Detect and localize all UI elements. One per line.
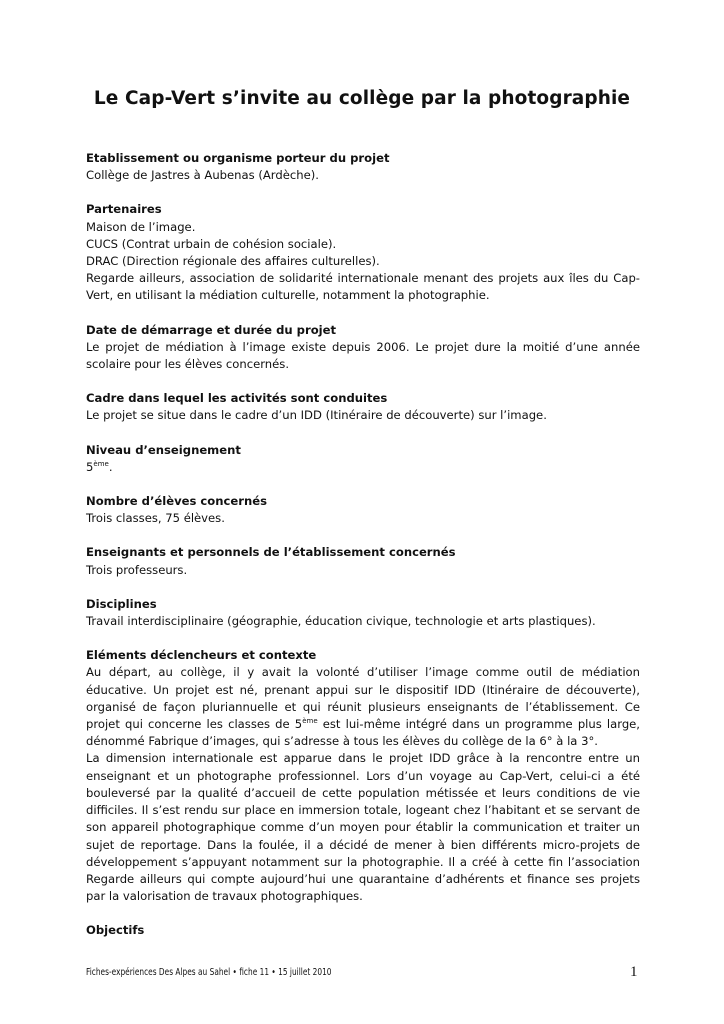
section-niveau [86, 442, 640, 476]
section-enseignants [86, 544, 640, 578]
section-cadre [86, 390, 640, 424]
section-heading: Objectifs [86, 923, 145, 938]
partner-line: CUCS (Contrat urbain de cohésion sociale). [86, 236, 337, 251]
section-eleves [86, 493, 640, 527]
section-heading: Date de démarrage et durée du projet [86, 322, 337, 337]
section-partenaires [86, 201, 640, 304]
section-heading: Niveau d’enseignement [86, 442, 241, 457]
context-paragraph: La dimension internationale est apparue dans le projet IDD grâce à la rencontre entre un enseignant et un photographe professionnel. Lors d’un voyage au Cap-Vert, celui-ci a été bouleversé par la qualité d’accueil de cette population métissée et leurs conditions de vie difficiles. Il s’est rendu sur place en immersion totale, logeant chez l’habitant et se servant de son appareil photographique comme d’un moyen pour établir la communication et traiter un sujet de reportage. Dans la foulée, il a décidé de mener à bien différents micro-projets de développement s’appuyant notamment sur la photographie. Il a créé à cette fin l’association Regarde ailleurs qui compte aujourd’hui une quarantaine d’adhérents et finance ses projets par la valorisation de travaux photographiques. [86, 751, 640, 904]
context-text: Au départ, au collège, il y avait la volonté d’utiliser l’image comme outil de médiation éducative. Un projet est né, prenant appui sur le dispositif IDD (Itinéraire de découverte), organisé de façon pluriannuelle et qui réunit plusieurs enseignants de l’établissement. Ce projet qui concerne les classes de 5 [86, 665, 640, 732]
level-value: 5 [86, 459, 94, 474]
section-text: Le projet se situe dans le cadre d’un IDD (Itinéraire de découverte) sur l’image. [86, 408, 547, 423]
partner-line: DRAC (Direction régionale des affaires culturelles). [86, 254, 380, 269]
context-paragraph [86, 664, 640, 750]
document-body [86, 150, 640, 957]
section-date [86, 322, 640, 374]
section-elements [86, 647, 640, 905]
level-superscript: ème [93, 459, 109, 468]
section-text: Collège de Jastres à Aubenas (Ardèche). [86, 168, 319, 183]
section-heading: Eléments déclencheurs et contexte [86, 648, 317, 663]
section-text: Trois classes, 75 élèves. [86, 511, 225, 526]
partner-line: Regarde ailleurs, association de solidarité internationale menant des projets aux îles du Cap-Vert, en utilisant la médiation culturelle, notamment la photographie. [86, 271, 640, 303]
section-objectifs [86, 922, 640, 939]
section-text: Travail interdisciplinaire (géographie, éducation civique, technologie et arts plastiques). [86, 614, 596, 629]
section-text: Le projet de médiation à l’image existe depuis 2006. Le projet dure la moitié d’une année scolaire pour les élèves concernés. [86, 339, 640, 372]
section-heading: Nombre d’élèves concernés [86, 494, 267, 509]
section-heading: Etablissement ou organisme porteur du projet [86, 151, 390, 165]
section-heading: Disciplines [86, 596, 157, 611]
section-text [86, 459, 640, 476]
section-porteur [86, 150, 640, 184]
section-disciplines [86, 596, 640, 630]
section-heading: Cadre dans lequel les activités sont conduites [86, 391, 388, 406]
page-footer: Fiches-expériences Des Alpes au Sahel • fiche 11 • 15 juillet 2010 [86, 967, 332, 978]
level-superscript: ème [302, 717, 318, 726]
context-text: est lui-même intégré dans un programme plus large, dénommé Fabrique d’images, qui s’adresse à tous les élèves du collège de la 6° à la 3°. [86, 717, 640, 749]
page-number: 1 [630, 964, 638, 980]
section-heading: Partenaires [86, 202, 162, 217]
partner-line: Maison de l’image. [86, 219, 196, 234]
section-heading: Enseignants et personnels de l’établissement concernés [86, 545, 456, 560]
section-text: Trois professeurs. [86, 562, 188, 577]
document-title: Le Cap-Vert s’invite au collège par la photographie [93, 88, 631, 109]
level-suffix: . [108, 459, 113, 474]
